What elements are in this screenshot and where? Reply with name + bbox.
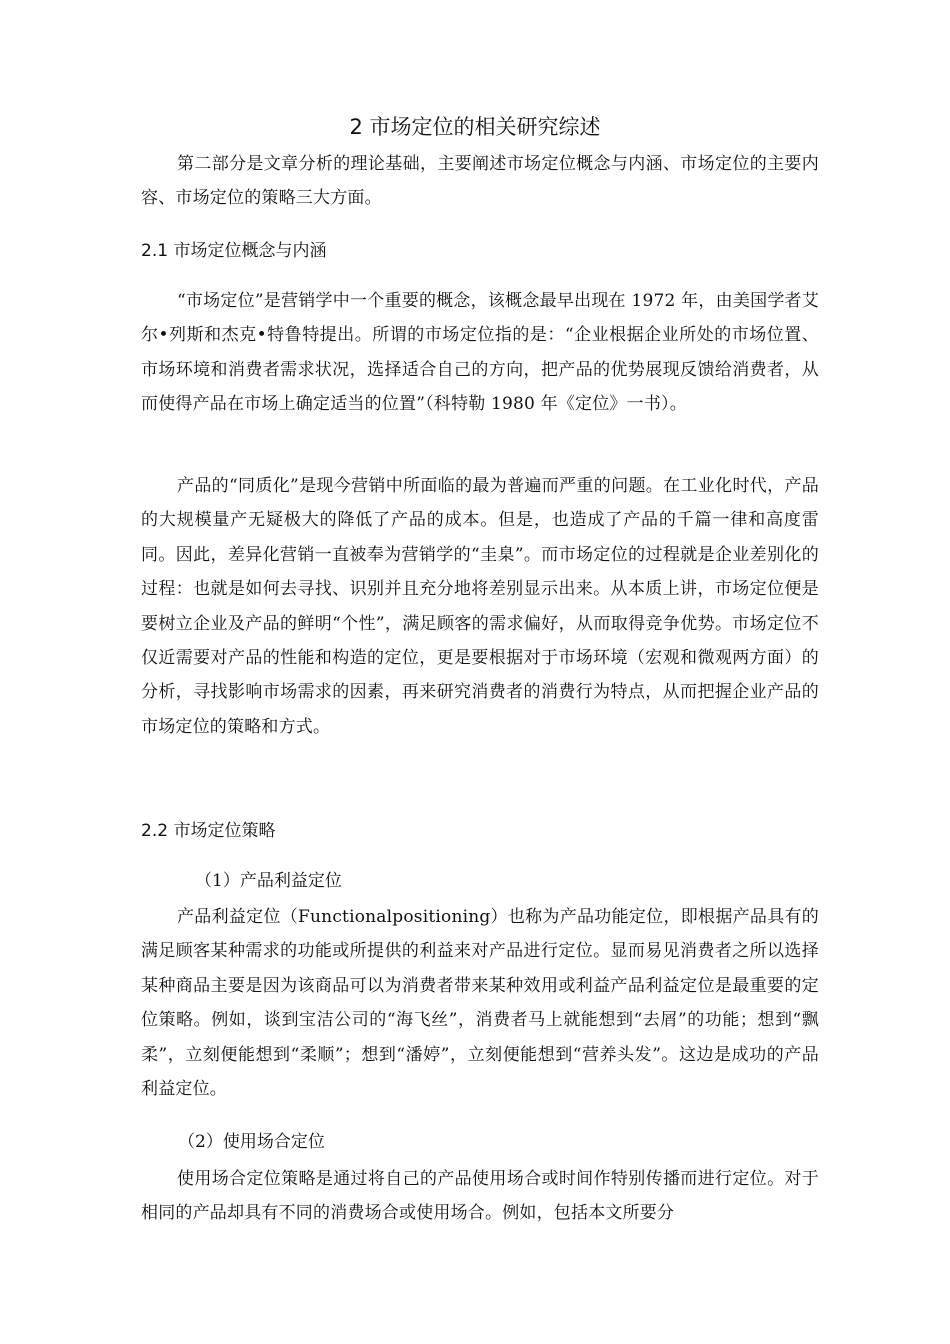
- section-2-1-heading: 2.1 市场定位概念与内涵: [141, 241, 327, 261]
- page-title: 2 市场定位的相关研究综述: [349, 115, 601, 139]
- subsection-1-heading: （1）产品利益定位: [195, 871, 342, 891]
- subsection-2-paragraph: 使用场合定位策略是通过将自己的产品使用场合或时间作特别传播而进行定位。对于相同的产品却具有不同的消费场合或使用场合。例如，包括本文所要分: [141, 1169, 819, 1224]
- section-2-1-paragraph-1: “市场定位”是营销学中一个重要的概念，该概念最早出现在 1972 年，由美国学者艾尔•列斯和杰克•特鲁特提出。所谓的市场定位指的是：“企业根据企业所处的市场位置、市场环境和消费者需求状况，选择适合自己的方向，把产品的优势展现反馈给消费者，从而使得产品在市场上确定适当的位置”（科特勒 1980 年《定位》一书）。: [141, 291, 819, 415]
- section-2-1-paragraph-2: 产品的“同质化”是现今营销中所面临的最为普遍而严重的问题。在工业化时代，产品的大规模量产无疑极大的降低了产品的成本。但是，也造成了产品的千篇一律和高度雷同。因此，差异化营销一直被奉为营销学的“圭臬”。而市场定位的过程就是企业差别化的过程：也就是如何去寻找、识别并且充分地将差别显示出来。从本质上讲，市场定位便是要树立企业及产品的鲜明“个性”，满足顾客的需求偏好，从而取得竞争优势。市场定位不仅近需要对产品的性能和构造的定位，更是要根据对于市场环境（宏观和微观两方面）的分析，寻找影响市场需求的因素，再来研究消费者的消费行为特点，从而把握企业产品的市场定位的策略和方式。: [141, 476, 819, 737]
- subsection-2-heading: （2）使用场合定位: [178, 1132, 325, 1152]
- section-2-2-heading: 2.2 市场定位策略: [141, 821, 276, 841]
- subsection-1-paragraph: 产品利益定位（Functionalpositioning）也称为产品功能定位，即根据产品具有的满足顾客某种需求的功能或所提供的利益来对产品进行定位。显而易见消费者之所以选择某种商品主要是因为该商品可以为消费者带来某种效用或利益产品利益定位是最重要的定位策略。例如，谈到宝洁公司的“海飞丝”，消费者马上就能想到“去屑”的功能；想到“飘柔”，立刻便能想到“柔顺”；想到“潘婷”，立刻便能想到“营养头发”。这边是成功的产品利益定位。: [141, 907, 819, 1100]
- intro-paragraph: 第二部分是文章分析的理论基础，主要阐述市场定位概念与内涵、市场定位的主要内容、市场定位的策略三大方面。: [141, 154, 819, 209]
